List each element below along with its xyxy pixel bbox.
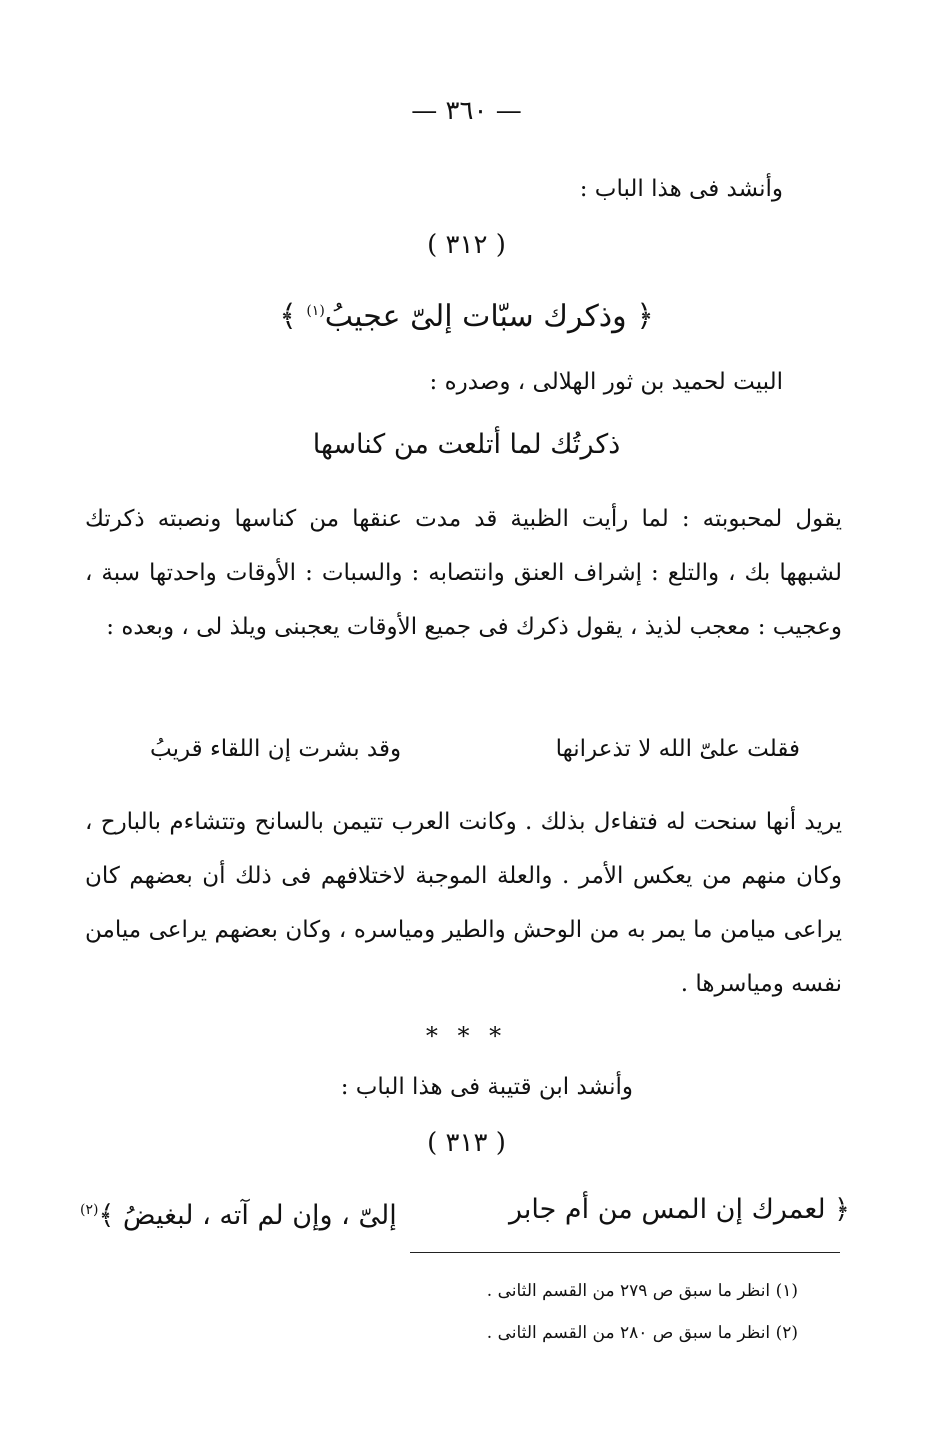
ornate-bracket-open: ﴿ (636, 299, 654, 334)
commentary-paragraph-2: يريد أنها سنحت له فتفاءل بذلك . وكانت العرب تتيمن بالسانح وتتشاءم بالبارح ، وكان منهم من يعكس الأمر . والعلة الموجبة لاختلافهم فى ذلك أن بعضهم كان يراعى ميامن ما يمر به من الوحش والطير ومياسره ، وكان بعضهم يراعى ميامن نفسه ومياسرها . (85, 809, 842, 997)
headword-verse (0, 290, 933, 338)
bottom-second-hemistich: إلىّ ، وإن لم آته ، لبغيضُ ﴾ (98, 1200, 397, 1231)
section-intro-1: وأنشد فى هذا الباب : (579, 176, 783, 202)
entry-number-312: ( ٣١٢ ) (427, 230, 506, 260)
commentary-paragraph-1: يقول لمحبوبته : لما رأيت الظبية قد مدت عنقها من كناسها ونصبته ذكرتك لشبهها بك ، والتلع : إشراف العنق وانتصابه : والسبات : الأوقات واحدتها سبة ، وعجيب : معجب لذيذ ، يقول ذكرك فى جميع الأوقات يعجبنى ويلذ لى ، وبعده : (85, 506, 842, 640)
section-separator: * * * (425, 1022, 508, 1050)
headword-text: وذكرك سبّات إلىّ عجيبُ (324, 299, 627, 334)
entry-number-313: ( ٣١٣ ) (427, 1128, 506, 1158)
full-verse-line: ذكرتُك لما أتلعت من كناسها (312, 429, 621, 460)
page-number: — ٣٦٠ — (411, 96, 522, 126)
footnote-marker-1: (١) (306, 303, 325, 319)
footnote-rule (410, 1252, 840, 1253)
footnote-2 (487, 1320, 798, 1346)
second-hemistich: وقد بشرت إن اللقاء قريبُ (150, 736, 402, 762)
footnote-text: انظر ما سبق ص ٢٨٠ من القسم الثانى . (486, 1323, 771, 1343)
footnote-marker-2: (٢) (80, 1202, 99, 1218)
ornate-bracket-close: ﴾ (279, 299, 297, 334)
footnote-1 (487, 1278, 798, 1304)
footnote-text: انظر ما سبق ص ٢٧٩ من القسم الثانى . (486, 1281, 771, 1301)
bottom-verse (80, 1190, 850, 1236)
first-hemistich: فقلت علىّ الله لا تذعرانها (555, 736, 800, 762)
attribution-line: البيت لحميد بن ثور الهلالى ، وصدره : (429, 369, 783, 395)
footnote-label: (٢) (775, 1323, 798, 1343)
bottom-first-hemistich: ﴿ لعمرك إن المس من أم جابر (509, 1194, 850, 1225)
footnote-label: (١) (775, 1281, 798, 1301)
verse-couplet (150, 732, 800, 766)
bottom-second-hemistich-wrap (80, 1190, 397, 1236)
section-intro-2: وأنشد ابن قتيبة فى هذا الباب : (340, 1074, 633, 1100)
